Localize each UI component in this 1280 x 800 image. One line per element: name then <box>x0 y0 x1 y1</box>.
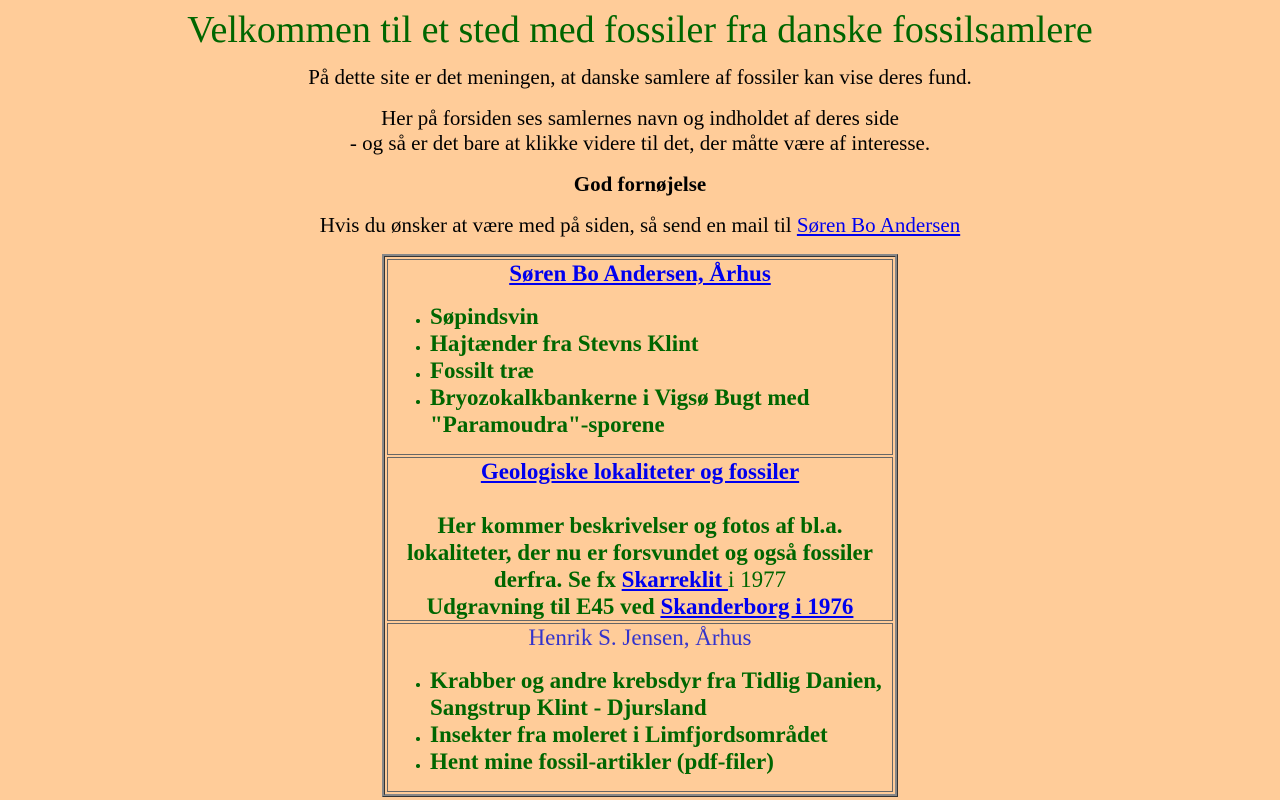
page-title: Velkommen til et sted med fossiler fra danske fossilsamlere <box>187 9 1093 51</box>
list-item: • Bryozokalkbankerne i Vigsø Bugt med "Paramoudra"-sporene <box>430 384 882 438</box>
table-row <box>387 457 893 621</box>
localities-year-text: i 1977 <box>727 567 787 592</box>
greeting: God fornøjelse <box>573 172 707 196</box>
localities-description <box>398 512 882 620</box>
table-row <box>387 623 893 792</box>
join-text <box>0 213 1280 238</box>
list-item: • Fossilt træ <box>430 357 882 384</box>
list-item: • Krabber og andre krebsdyr fra Tidlig Danien, Sangstrup Klint - Djursland <box>430 667 882 721</box>
collector-cell <box>387 259 893 455</box>
intro-text: På dette site er det meningen, at danske samlere af fossiler kan vise deres fund. <box>308 65 972 89</box>
list-item: • Insekter fra moleret i Limfjordsområdet <box>430 721 882 748</box>
mail-link[interactable]: Søren Bo Andersen <box>796 213 961 237</box>
intro-line-2: - og så er det bare at klikke videre til det, der måtte være af interesse. <box>349 131 931 155</box>
collectors-table <box>382 254 898 797</box>
collector-topics <box>398 303 882 438</box>
collector-link-henrik[interactable]: Henrik S. Jensen, Århus <box>528 625 752 650</box>
list-item: • Hent mine fossil-artikler (pdf-filer) <box>430 748 882 775</box>
localities-text: Her kommer beskrivelser og fotos af bl.a. lokaliteter, der nu er forsvundet og også fossiler derfra. Se fx <box>407 513 873 592</box>
table-row <box>387 259 893 455</box>
intro-line-1: Her på forsiden ses samlernes navn og indholdet af deres side <box>381 106 899 130</box>
collector-link-soren[interactable]: Søren Bo Andersen, Århus <box>509 261 771 286</box>
skarreklit-link[interactable]: Skarreklit <box>621 567 728 592</box>
excavation-text: Udgravning til E45 ved <box>426 594 661 619</box>
list-item: • Hajtænder fra Stevns Klint <box>430 330 882 357</box>
join-label: Hvis du ønsker at være med på siden, så send en mail til <box>319 213 797 237</box>
skanderborg-link[interactable]: Skanderborg i 1976 <box>660 594 854 619</box>
page <box>0 8 1280 797</box>
localities-cell <box>387 457 893 621</box>
localities-link[interactable]: Geologiske lokaliteter og fossiler <box>480 459 800 484</box>
intro-description <box>0 106 1280 156</box>
list-item: • Søpindsvin <box>430 303 882 330</box>
collector-cell <box>387 623 893 792</box>
collector-topics <box>398 667 882 775</box>
